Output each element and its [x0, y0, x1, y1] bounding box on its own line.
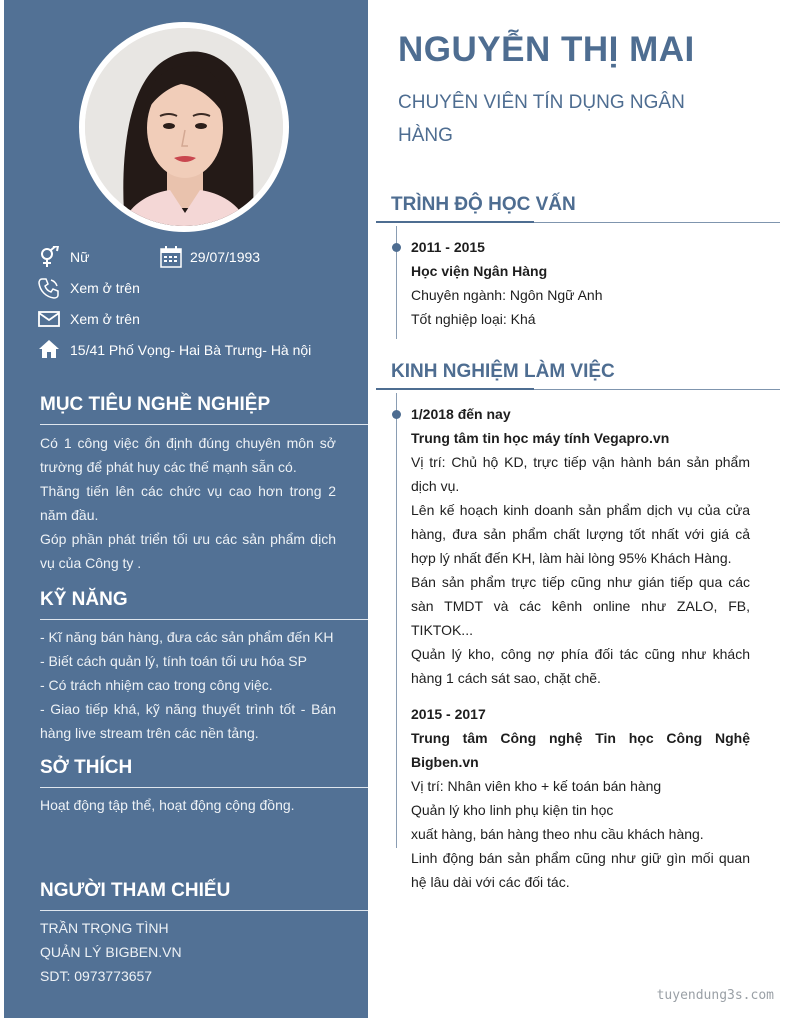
references-title: NGƯỜI THAM CHIẾU	[40, 880, 231, 901]
hobbies-title: SỞ THÍCH	[40, 757, 133, 778]
candidate-name: NGUYỄN THỊ MAI	[398, 30, 695, 69]
timeline-dot	[392, 410, 401, 419]
education-grade: Tốt nghiệp loại: Khá	[411, 311, 536, 327]
education-major: Chuyên ngành: Ngôn Ngữ Anh	[411, 287, 603, 303]
education-school: Học viện Ngân Hàng	[411, 263, 548, 279]
skill-line: - Kĩ năng bán hàng, đưa các sản phẩm đến KH	[40, 629, 334, 645]
address-text: 15/41 Phố Vọng- Hai Bà Trưng- Hà nội	[70, 342, 312, 358]
education-entry	[411, 235, 750, 331]
birthday-text: 29/07/1993	[190, 249, 261, 265]
skill-line: - Giao tiếp khá, kỹ năng thuyết trình tốt - Bán hàng live stream trên các nền tảng.	[40, 701, 336, 741]
skill-line: - Biết cách quản lý, tính toán tối ưu hóa SP	[40, 653, 307, 669]
objective-divider	[40, 424, 368, 425]
skills-divider	[40, 619, 368, 620]
job-title: CHUYÊN VIÊN TÍN DỤNG NGÂN HÀNG	[398, 92, 685, 146]
experience-title: KINH NGHIỆM LÀM VIỆC	[391, 361, 615, 382]
objective-line: Có 1 công việc ổn định đúng chuyên môn sở trường để phát huy các thế mạnh sẵn có.	[40, 435, 336, 475]
calendar-icon	[160, 246, 182, 268]
phone-text: Xem ở trên	[70, 280, 140, 296]
education-title: TRÌNH ĐỘ HỌC VẤN	[391, 194, 576, 215]
experience-line: Lên kế hoạch kinh doanh sản phẩm dịch vụ của cửa hàng, đưa sản phẩm chất lượng tốt nhất với giá cả hợp lý nhất đến KH, làm hài lòng 95% Khách Hàng.	[411, 502, 750, 566]
experience-company: Trung tâm tin học máy tính Vegapro.vn	[411, 430, 670, 446]
experience-line: Vị trí: Chủ hộ KD, trực tiếp vận hành bán sản phẩm dịch vụ.	[411, 454, 750, 494]
phone-icon	[38, 277, 60, 299]
skill-line: - Có trách nhiệm cao trong công việc.	[40, 677, 273, 693]
experience-line: Quản lý kho, công nợ phía đối tác cũng như khách hàng 1 cách sát sao, chặt chẽ.	[411, 646, 750, 686]
education-divider-accent	[376, 221, 534, 223]
profile-photo	[85, 28, 283, 226]
experience-line: Vị trí: Nhân viên kho + kế toán bán hàng	[411, 778, 662, 794]
envelope-icon	[38, 308, 60, 330]
skills-title: KỸ NĂNG	[40, 589, 128, 610]
experience-divider-accent	[376, 388, 534, 390]
experience-entry	[411, 402, 750, 894]
experience-line: Bán sản phẩm trực tiếp cũng như gián tiếp qua các sàn TMDT và các kênh online như ZALO, FB, TIKTOK...	[411, 574, 750, 638]
experience-line: Quản lý kho linh phụ kiện tin học	[411, 802, 614, 818]
experience-company: Trung tâm Công nghệ Tin học Công Nghệ Bigben.vn	[411, 730, 750, 770]
references-divider	[40, 910, 368, 911]
objective-text	[40, 431, 336, 575]
objective-title: MỤC TIÊU NGHỀ NGHIỆP	[40, 394, 271, 415]
experience-period: 2015 - 2017	[411, 706, 486, 722]
profile-photo-frame	[79, 22, 289, 232]
experience-line: xuất hàng, bán hàng theo nhu cầu khách hàng.	[411, 826, 704, 842]
reference-name: TRẦN TRỌNG TÌNH	[40, 920, 169, 936]
experience-line: Linh động bán sản phẩm cũng như giữ gìn mối quan hệ lâu dài với các đối tác.	[411, 850, 750, 890]
hobbies-line: Hoạt động tập thể, hoạt động cộng đồng.	[40, 797, 295, 813]
skills-text	[40, 625, 336, 745]
sidebar	[4, 0, 368, 1018]
objective-line: Thăng tiến lên các chức vụ cao hơn trong 2 năm đầu.	[40, 483, 336, 523]
email-text: Xem ở trên	[70, 311, 140, 327]
experience-period: 1/2018 đến nay	[411, 406, 511, 422]
hobbies-text	[40, 793, 336, 817]
reference-phone: SDT: 0973773657	[40, 968, 153, 984]
home-icon	[38, 338, 60, 360]
timeline-dot	[392, 243, 401, 252]
reference-position: QUẢN LÝ BIGBEN.VN	[40, 944, 182, 960]
watermark: tuyendung3s.com	[656, 988, 774, 1003]
entry-spacer	[411, 690, 750, 702]
education-period: 2011 - 2015	[411, 239, 485, 255]
gender-text: Nữ	[70, 249, 90, 265]
gender-icon	[38, 246, 60, 268]
experience-timeline	[396, 393, 397, 848]
objective-line: Góp phần phát triển tối ưu các sản phẩm dịch vụ của Công ty .	[40, 531, 336, 571]
hobbies-divider	[40, 787, 368, 788]
